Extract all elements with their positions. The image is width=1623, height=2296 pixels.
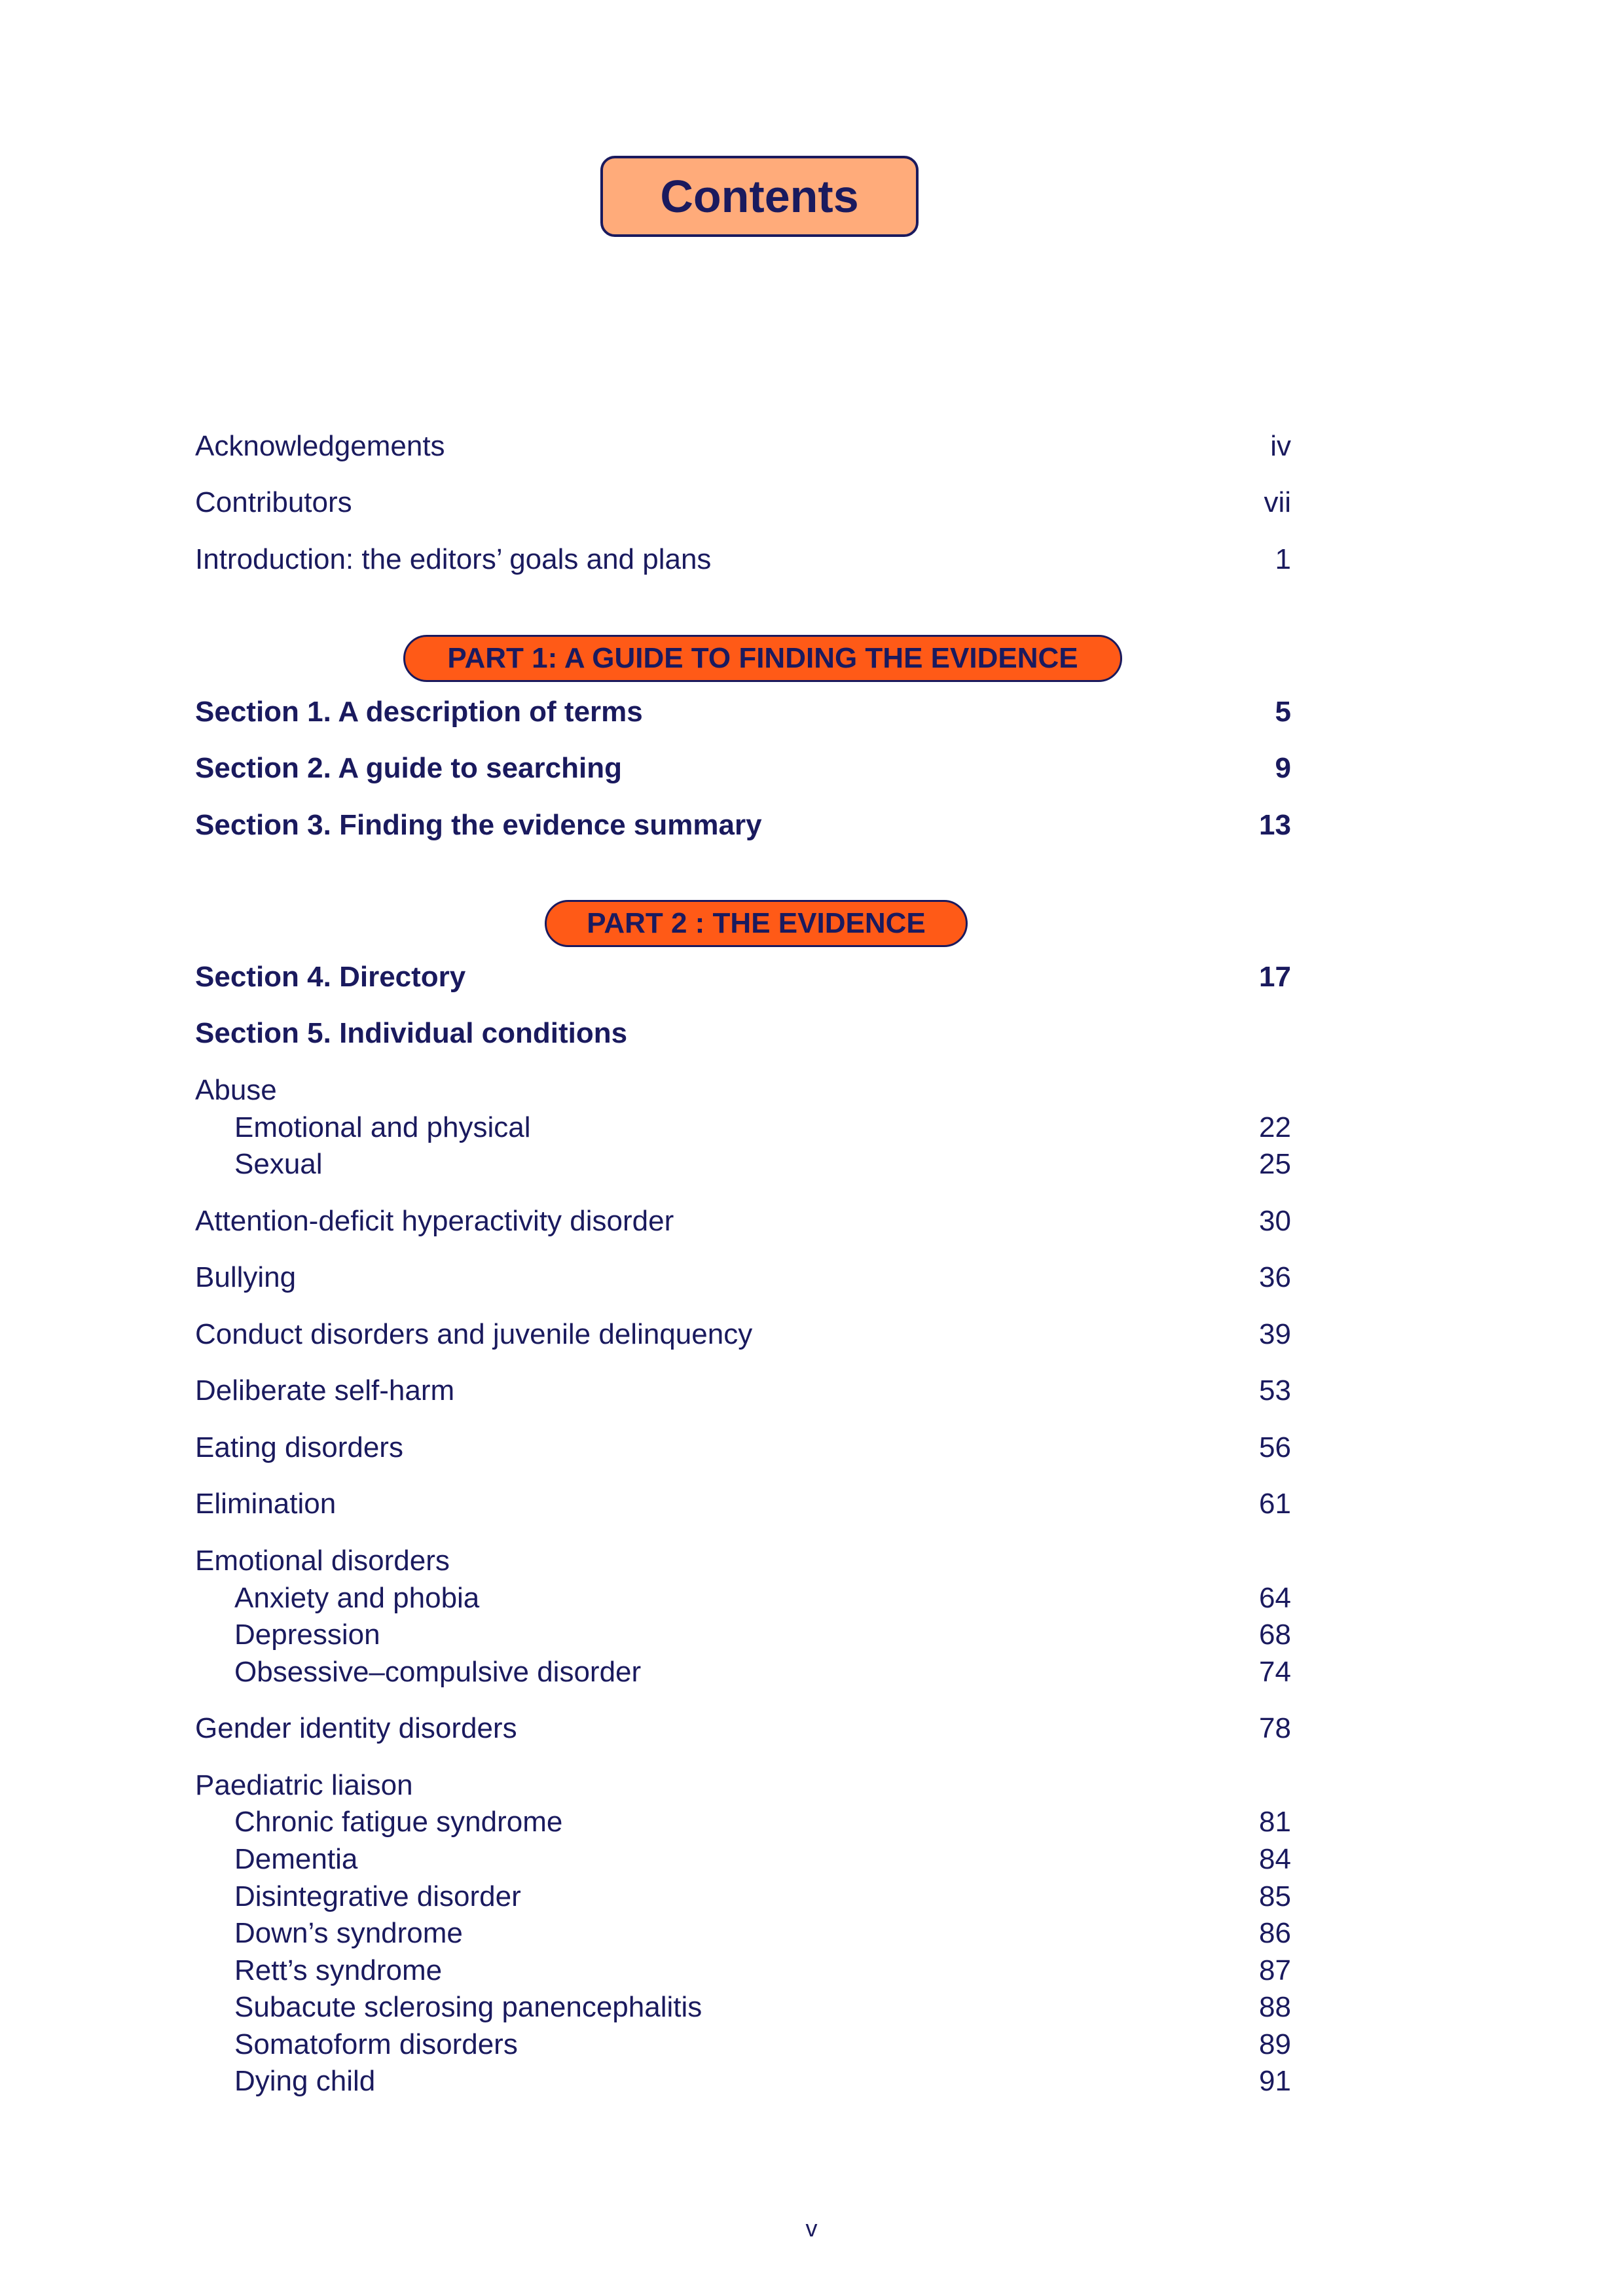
toc-subentry[interactable] — [195, 2027, 1291, 2062]
toc-entry-label: Section 1. A description of terms — [195, 696, 643, 728]
toc-entry[interactable] — [195, 1317, 1291, 1352]
toc-entry-label: Chronic fatigue syndrome — [234, 1806, 563, 1838]
toc-entry-label: Acknowledgements — [195, 430, 445, 462]
toc-entry-label: Section 3. Finding the evidence summary — [195, 809, 762, 841]
toc-page-number: 30 — [1259, 1205, 1291, 1237]
toc-page-number: 64 — [1259, 1582, 1291, 1614]
toc-page-number: 5 — [1275, 696, 1291, 728]
toc-page-number: vii — [1264, 486, 1291, 518]
toc-section[interactable] — [195, 1016, 1291, 1051]
toc-page-number: 22 — [1259, 1111, 1291, 1143]
toc-entry-label: Contributors — [195, 486, 352, 518]
toc-entry-label: Somatoform disorders — [234, 2028, 518, 2060]
toc-page-number: 68 — [1259, 1619, 1291, 1651]
toc-page-number: 25 — [1259, 1148, 1291, 1180]
toc-page-number: 9 — [1275, 752, 1291, 784]
toc-entry-label: Emotional and physical — [234, 1111, 531, 1143]
toc-page-number: 84 — [1259, 1843, 1291, 1875]
toc-entry[interactable] — [195, 1486, 1291, 1522]
toc-entry-label: Section 2. A guide to searching — [195, 752, 622, 784]
toc-page-number: 85 — [1259, 1880, 1291, 1912]
toc-subentry[interactable] — [195, 1842, 1291, 1877]
toc-entry-label: Dying child — [234, 2065, 376, 2097]
toc-entry-label: Sexual — [234, 1148, 323, 1180]
toc-group-heading[interactable] — [195, 1768, 1291, 1803]
toc-entry-label: Section 5. Individual conditions — [195, 1017, 628, 1049]
toc-entry[interactable] — [195, 429, 1291, 464]
toc-entry-label: Deliberate self-harm — [195, 1374, 455, 1407]
toc-page-number: 53 — [1259, 1374, 1291, 1407]
toc-entry-label: Conduct disorders and juvenile delinquency — [195, 1318, 753, 1350]
toc-subentry[interactable] — [195, 1804, 1291, 1840]
toc-section[interactable] — [195, 751, 1291, 786]
toc-entry-label: Abuse — [195, 1074, 277, 1106]
toc-page-number: 78 — [1259, 1712, 1291, 1744]
toc-entry[interactable] — [195, 542, 1291, 577]
toc-entry-label: Section 4. Directory — [195, 961, 466, 993]
toc-entry-label: Gender identity disorders — [195, 1712, 517, 1744]
toc-entry[interactable] — [195, 1373, 1291, 1408]
toc-entry-label: Emotional disorders — [195, 1545, 450, 1577]
toc-section[interactable] — [195, 694, 1291, 730]
toc-page-number: 91 — [1259, 2065, 1291, 2097]
toc-page-number: 36 — [1259, 1261, 1291, 1293]
part2-heading: PART 2 : THE EVIDENCE — [545, 900, 968, 947]
toc-entry-label: Attention-deficit hyperactivity disorder — [195, 1205, 674, 1237]
toc-group-heading[interactable] — [195, 1073, 1291, 1108]
toc-page-number: 86 — [1259, 1917, 1291, 1949]
toc-entry-label: Anxiety and phobia — [234, 1582, 480, 1614]
toc-page-number: iv — [1270, 430, 1291, 462]
toc-page-number: 61 — [1259, 1488, 1291, 1520]
toc-entry-label: Elimination — [195, 1488, 337, 1520]
toc-subentry[interactable] — [195, 1110, 1291, 1145]
toc-entry-label: Subacute sclerosing panencephalitis — [234, 1991, 702, 2023]
toc-entry-label: Dementia — [234, 1843, 358, 1875]
toc-subentry[interactable] — [195, 1953, 1291, 1988]
page-title: Contents — [600, 156, 919, 237]
toc-entry[interactable] — [195, 1430, 1291, 1465]
toc-entry[interactable] — [195, 1711, 1291, 1746]
toc-page-number: 39 — [1259, 1318, 1291, 1350]
toc-entry-label: Eating disorders — [195, 1431, 403, 1463]
toc-page-number: 13 — [1259, 809, 1291, 841]
toc-subentry[interactable] — [195, 1916, 1291, 1951]
page-number: v — [805, 2215, 818, 2242]
toc-subentry[interactable] — [195, 1655, 1291, 1690]
toc-entry[interactable] — [195, 485, 1291, 520]
toc-entry-label: Obsessive–compulsive disorder — [234, 1656, 642, 1688]
toc-page-number: 17 — [1259, 961, 1291, 993]
toc-page-number: 81 — [1259, 1806, 1291, 1838]
toc-page-number: 88 — [1259, 1991, 1291, 2023]
toc-subentry[interactable] — [195, 2064, 1291, 2099]
toc-page-number: 89 — [1259, 2028, 1291, 2060]
toc-entry-label: Introduction: the editors’ goals and plans — [195, 543, 712, 575]
toc-entry-label: Down’s syndrome — [234, 1917, 463, 1949]
toc-subentry[interactable] — [195, 1581, 1291, 1616]
toc-subentry[interactable] — [195, 1617, 1291, 1653]
part1-heading: PART 1: A GUIDE TO FINDING THE EVIDENCE — [403, 635, 1122, 682]
toc-subentry[interactable] — [195, 1990, 1291, 2025]
toc-page-number: 1 — [1275, 543, 1291, 575]
toc-entry-label: Disintegrative disorder — [234, 1880, 521, 1912]
toc-entry[interactable] — [195, 1204, 1291, 1239]
toc-entry-label: Bullying — [195, 1261, 297, 1293]
toc-entry-label: Depression — [234, 1619, 380, 1651]
toc-page-number: 74 — [1259, 1656, 1291, 1688]
toc-subentry[interactable] — [195, 1147, 1291, 1182]
toc-section[interactable] — [195, 960, 1291, 995]
toc-entry-label: Paediatric liaison — [195, 1769, 413, 1801]
toc-entry-label: Rett’s syndrome — [234, 1954, 443, 1986]
toc-page-number: 56 — [1259, 1431, 1291, 1463]
toc-entry[interactable] — [195, 1260, 1291, 1295]
toc-subentry[interactable] — [195, 1879, 1291, 1914]
toc-page-number: 87 — [1259, 1954, 1291, 1986]
toc-section[interactable] — [195, 808, 1291, 843]
toc-group-heading[interactable] — [195, 1543, 1291, 1579]
